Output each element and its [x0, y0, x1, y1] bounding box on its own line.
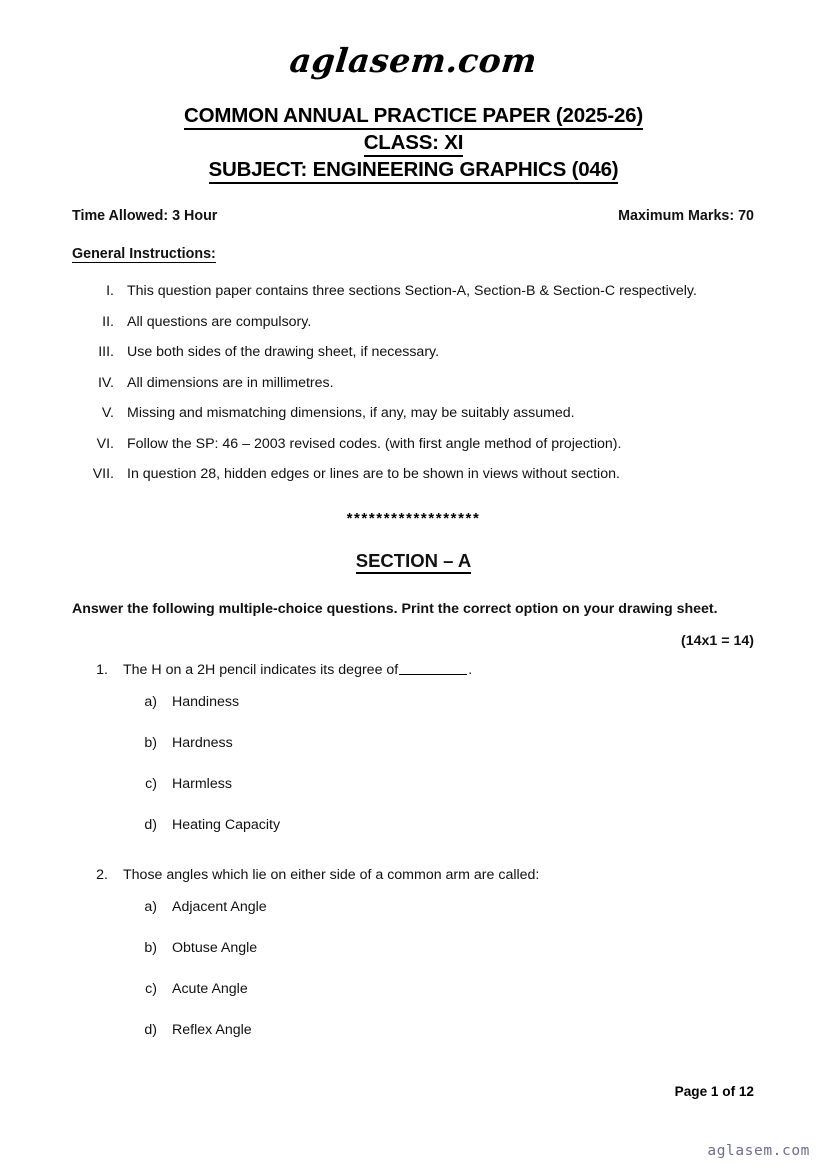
option-text: Reflex Angle — [172, 1022, 252, 1038]
option-row[interactable] — [72, 735, 772, 776]
title-subject-text: SUBJECT: ENGINEERING GRAPHICS (046) — [209, 157, 619, 184]
instruction-number: VI. — [96, 435, 114, 452]
question-text — [108, 662, 472, 678]
page-title — [0, 103, 827, 184]
instruction-number: III. — [98, 344, 114, 360]
question-row — [72, 662, 772, 694]
option-letter: a) — [144, 899, 157, 915]
watermark-text: aglasem.com — [707, 1143, 810, 1159]
option-text: Acute Angle — [172, 981, 248, 997]
option-letter: a) — [144, 694, 157, 710]
site-logo — [0, 41, 827, 80]
option-text: Hardness — [172, 735, 233, 751]
title-line-subject — [0, 157, 827, 184]
option-letter: b) — [144, 940, 157, 956]
instruction-number: IV. — [97, 374, 114, 391]
option-row[interactable] — [72, 1022, 772, 1063]
time-allowed: Time Allowed: 3 Hour — [72, 208, 218, 224]
instruction-item — [72, 344, 762, 375]
question-list — [72, 662, 772, 1063]
instruction-text: Missing and mismatching dimensions, if any, may be suitably assumed. — [127, 405, 575, 421]
instruction-item — [72, 314, 762, 345]
answer-blank — [399, 674, 467, 675]
option-row[interactable] — [72, 940, 772, 981]
instruction-item — [72, 436, 762, 467]
instruction-text: All questions are compulsory. — [127, 313, 312, 330]
option-text: Harmless — [172, 776, 232, 792]
exam-meta-row — [72, 208, 754, 224]
question-stem: The H on a 2H pencil indicates its degree of — [123, 662, 399, 678]
instruction-text: This question paper contains three sections Section-A, Section-B & Section-C respectively. — [127, 283, 697, 299]
question-spacer — [72, 858, 772, 867]
instruction-item — [72, 466, 762, 497]
section-a-marks-note: (14x1 = 14) — [681, 633, 754, 649]
option-row[interactable] — [72, 776, 772, 817]
option-text: Heating Capacity — [172, 817, 281, 833]
option-row[interactable] — [72, 899, 772, 940]
option-letter: d) — [144, 1022, 157, 1038]
instruction-number: II. — [102, 313, 114, 330]
question-stem: Those angles which lie on either side of a common arm are called: — [123, 867, 540, 883]
option-letter: d) — [144, 817, 157, 833]
section-a-heading — [0, 550, 827, 574]
instruction-number: I. — [106, 283, 114, 299]
option-text: Handiness — [172, 694, 240, 710]
section-a-heading-text: SECTION – A — [356, 550, 471, 574]
option-letter: c) — [145, 981, 157, 997]
option-text: Obtuse Angle — [172, 940, 258, 956]
instruction-text: Follow the SP: 46 – 2003 revised codes. (with first angle method of projection). — [127, 435, 622, 452]
question-stem-tail: . — [468, 662, 473, 678]
question-block — [72, 867, 772, 1063]
instruction-item — [72, 405, 762, 436]
title-class-text: CLASS: XI — [364, 130, 464, 157]
option-letter: c) — [145, 776, 157, 792]
instruction-text: In question 28, hidden edges or lines are to be shown in views without section. — [127, 466, 620, 482]
instruction-item — [72, 375, 762, 406]
general-instructions-heading — [72, 246, 216, 263]
asterisk-divider: ****************** — [346, 510, 481, 527]
title-line-class — [0, 130, 827, 157]
instruction-number: V. — [101, 405, 114, 421]
instruction-item — [72, 283, 762, 314]
instruction-text: Use both sides of the drawing sheet, if necessary. — [127, 344, 440, 360]
title-exam-text: COMMON ANNUAL PRACTICE PAPER (2025-26) — [184, 103, 643, 130]
general-instructions-list — [72, 283, 762, 497]
question-number: 2. — [96, 867, 108, 883]
option-row[interactable] — [72, 817, 772, 858]
option-row[interactable] — [72, 981, 772, 1022]
title-line-exam — [0, 103, 827, 130]
site-logo-text: aglasem.com — [287, 41, 539, 80]
question-text — [108, 867, 539, 883]
question-block — [72, 662, 772, 858]
option-row[interactable] — [72, 694, 772, 735]
question-row — [72, 867, 772, 899]
general-instructions-heading-text: General Instructions: — [72, 246, 216, 262]
question-number: 1. — [96, 662, 108, 678]
option-letter: b) — [144, 735, 157, 751]
instruction-text: All dimensions are in millimetres. — [127, 374, 334, 391]
instruction-number: VII. — [92, 466, 114, 482]
section-a-directive: Answer the following multiple-choice questions. Print the correct option on your drawing sheet. — [72, 601, 718, 617]
maximum-marks: Maximum Marks: 70 — [618, 208, 754, 224]
option-text: Adjacent Angle — [172, 899, 267, 915]
page-number-footer: Page 1 of 12 — [674, 1084, 754, 1099]
